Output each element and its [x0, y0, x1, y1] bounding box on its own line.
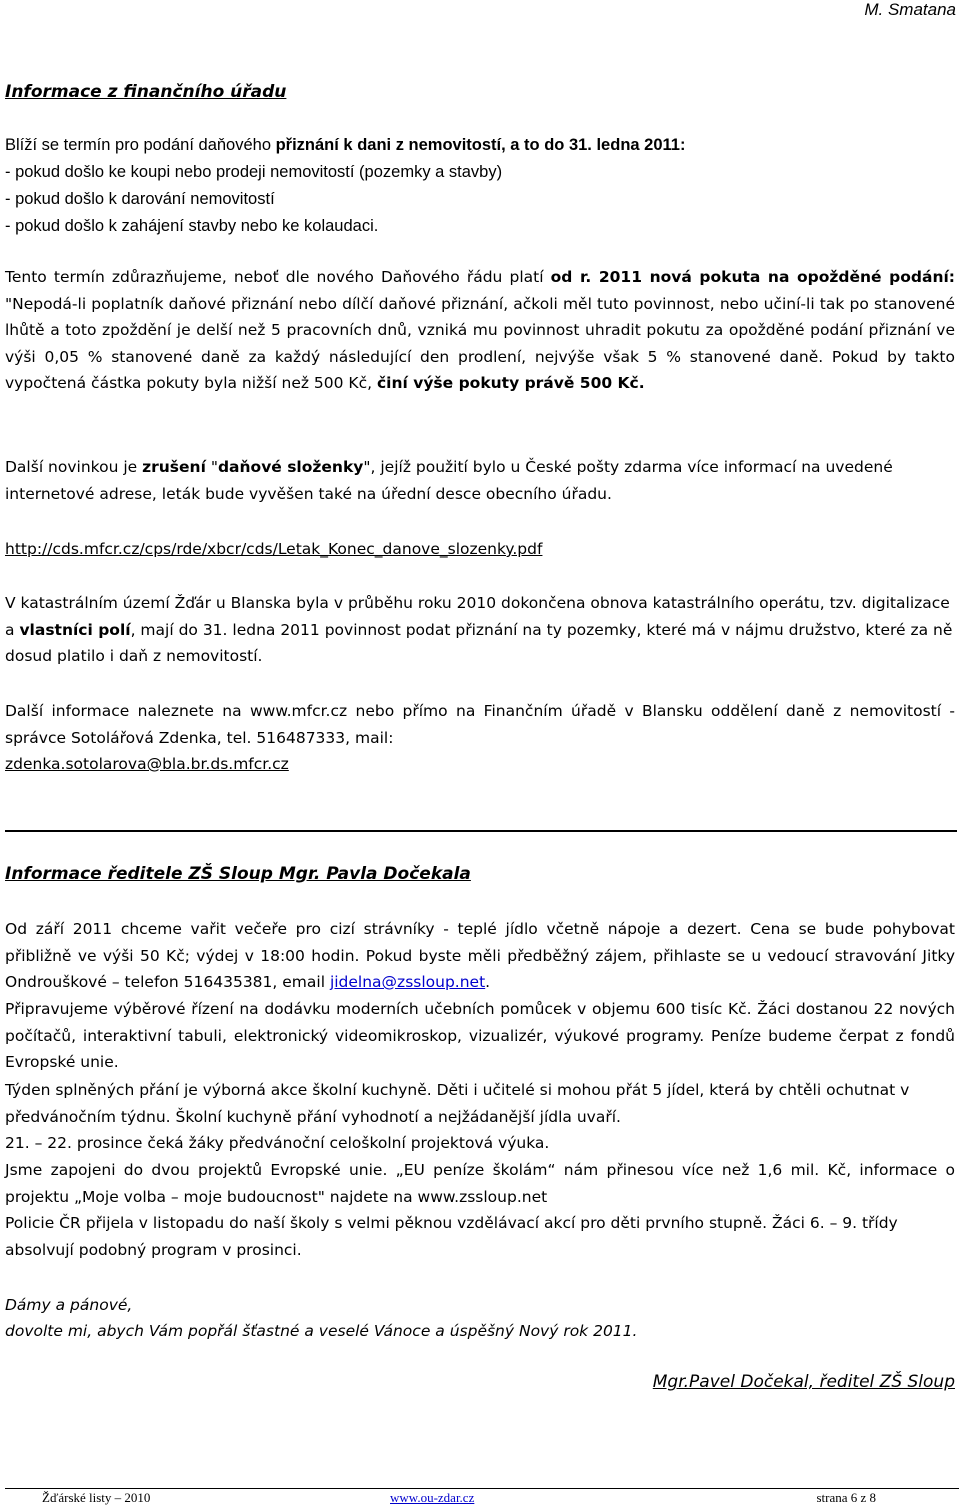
section-divider — [5, 830, 957, 832]
list-item: - pokud došlo ke koupi nebo prodeji nemovitostí (pozemky a stavby) — [5, 163, 503, 181]
greeting-wishes: dovolte mi, abych Vám popřál šťastné a veselé Vánoce a úspěšný Nový rok 2011. — [5, 1322, 638, 1340]
paragraph-dinners: Od září 2011 chceme vařit večeře pro cizí strávníky - teplé jídlo včetně nápoje a dezert. Cena se bude pohybovat přibližně ve výši 50 Kč; výdej v 18:00 hodin. Pokud byste měli předběžný zájem, přihlaste se u vedoucí stravování Jitky Ondrouškové – telefon 516435381, email jidelna@zssloup.net. — [5, 920, 955, 991]
footer-page-number: strana 6 z 8 — [816, 1490, 876, 1505]
paragraph-slozenka: Další novinkou je zrušení "daňové složenky", jejíž použití bylo u České pošty zdarma více informací na uvedené internetové adrese, leták bude vyvěšen také na úřední desce obecního úřadu. — [5, 458, 893, 503]
header-author: M. Smatana — [864, 0, 956, 19]
paragraph-equipment: Připravujeme výběrové řízení na dodávku moderních učebních pomůcek v objemu 600 tisíc Kč. Žáci dostanou 22 nových počítačů, interaktivní tabuli, elektronický videomikroskop, vizualizér, výukové programy. Peníze budeme čerpat z fondů Evropské unie. — [5, 1000, 955, 1071]
footer-publication: Žďárské listy – 2010 — [42, 1490, 151, 1505]
paragraph-project-teaching: 21. – 22. prosince čeká žáky předvánoční celoškolní projektová výuka. — [5, 1134, 550, 1152]
list-item: - pokud došlo k darování nemovitostí — [5, 190, 275, 208]
contact-email-link[interactable]: zdenka.sotolarova@bla.br.ds.mfcr.cz — [5, 755, 289, 773]
section-title-financni-urad: Informace z finančního úřadu — [5, 82, 287, 102]
leaflet-url-link[interactable]: http://cds.mfcr.cz/cps/rde/xbcr/cds/Letak_Konec_danove_slozenky.pdf — [5, 540, 543, 558]
paragraph-line: Blíží se termín pro podání daňového přiznání k dani z nemovitostí, a to do 31. ledna 2011: — [5, 136, 686, 154]
paragraph-dpn-deadline — [5, 132, 955, 240]
jidelna-email-link[interactable]: jidelna@zssloup.net — [329, 973, 486, 991]
paragraph-penalty: Tento termín zdůrazňujeme, neboť dle nového Daňového řádu platí od r. 2011 nová pokuta na opožděné podání: "Nepodá-li poplatník daňové přiznání nebo dílčí daňové přiznání, ačkoli měl tuto povinnost, nebo učiní-li tak po stanovené lhůtě a toto zpoždění je delší než 5 pracovních dnů, vzniká mu povinnost uhradit pokutu za opožděné podání přiznání ve výši 0,05 % stanovené daně za každý následující den prodlení, nejvýše však 5 % stanovené daně. Pokud by takto vypočtená částka pokuty byla nižší než 500 Kč, činí výše pokuty právě 500 Kč. — [5, 268, 955, 392]
section-title-reditel: Informace ředitele ZŠ Sloup Mgr. Pavla Dočekala — [5, 864, 471, 884]
list-item: - pokud došlo k zahájení stavby nebo ke kolaudaci. — [5, 217, 379, 235]
paragraph-wish-week: Týden splněných přání je výborná akce školní kuchyně. Děti i učitelé si mohou přát 5 jídel, která by chtěli ochutnat v předvánočním týdnu. Školní kuchyně přání vyhodnotí a nejžádanější jídla uvaří. — [5, 1081, 910, 1126]
greeting-salutation: Dámy a pánové, — [5, 1296, 133, 1314]
paragraph-contact: Další informace naleznete na www.mfcr.cz nebo přímo na Finančním úřadě v Blansku oddělení daně z nemovitostí - správce Sotolářová Zdenka, tel. 516487333, mail: zdenka.sotolarova@bla.br.ds.mfcr.cz — [5, 698, 955, 778]
signature: Mgr.Pavel Dočekal, ředitel ZŠ Sloup — [652, 1372, 955, 1392]
paragraph-katastr: V katastrálním území Žďár u Blanska byla v průběhu roku 2010 dokončena obnova katastrálního operátu, tzv. digitalizace a vlastníci polí, mají do 31. ledna 2011 povinnost podat přiznání na ty pozemky, které má v nájmu družstvo, které za ně dosud platilo i daň z nemovitostí. — [5, 594, 953, 665]
paragraph-eu-projects: Jsme zapojeni do dvou projektů Evropské unie. „EU peníze školám“ nám přinesou více než 1,6 mil. Kč, informace o projektu „Moje volba – moje budoucnost" najdete na www.zssloup.net — [5, 1161, 955, 1206]
paragraph-police: Policie ČR přijela v listopadu do naší školy s velmi pěknou vzdělávací akcí pro děti prvního stupně. Žáci 6. – 9. třídy absolvují podobný program v prosinci. — [5, 1214, 898, 1259]
footer-rule — [5, 1488, 959, 1489]
footer-website-link[interactable]: www.ou-zdar.cz — [390, 1490, 475, 1505]
